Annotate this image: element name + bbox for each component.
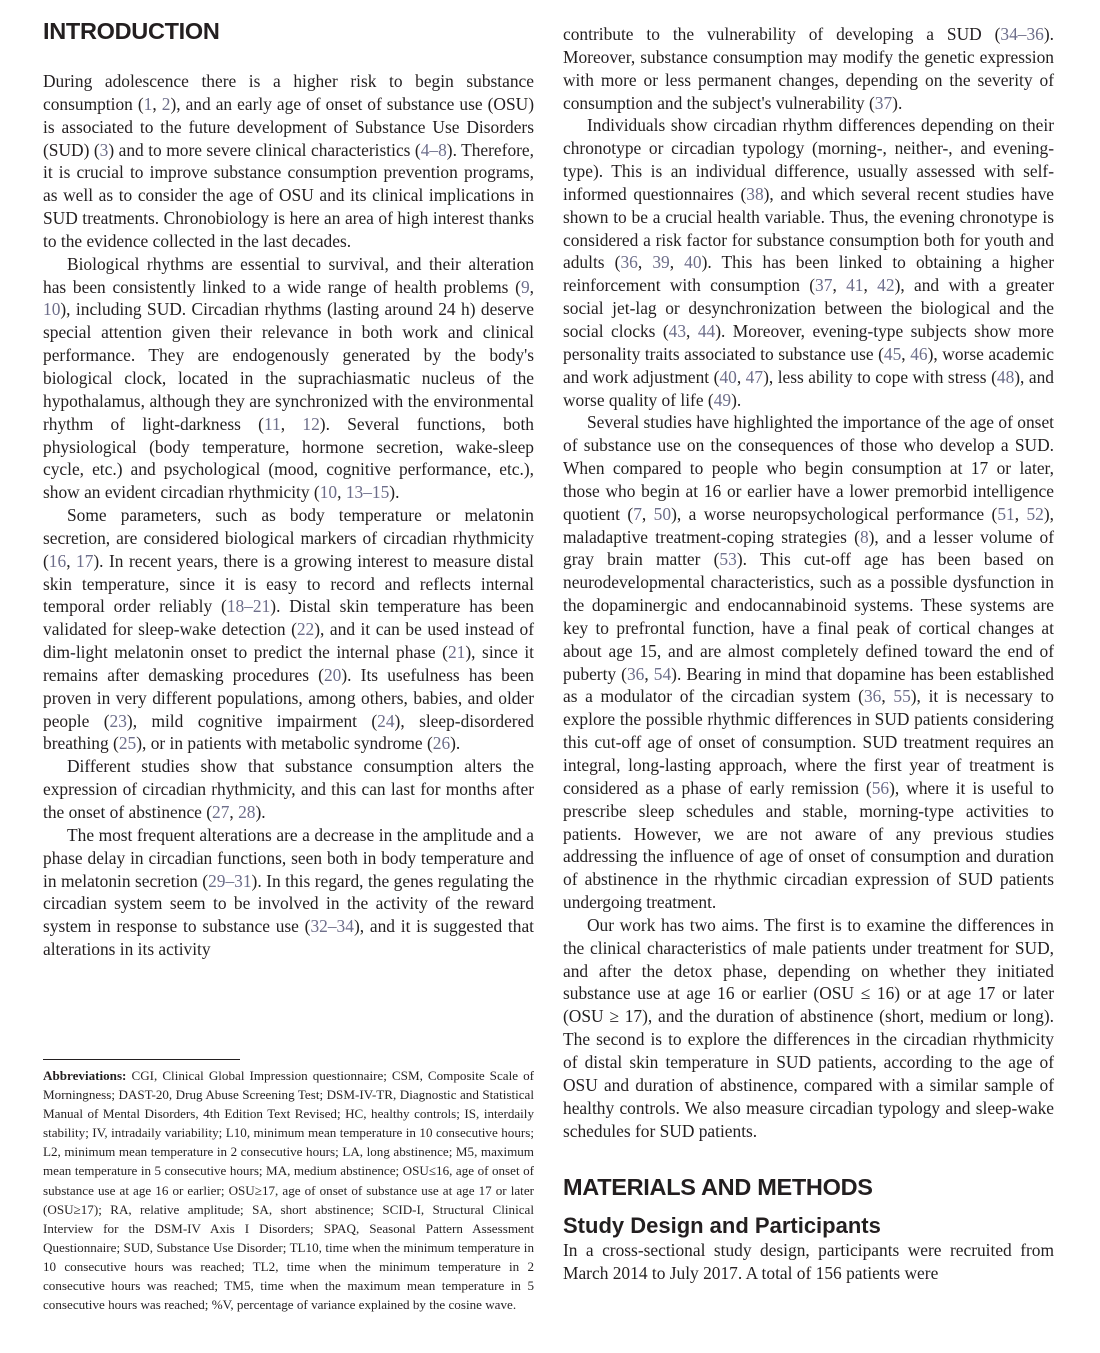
text-run: ), and an early age of onset of substance use (OSU) is associated to the future development of Substance Use Disorders (SUD) (	[43, 93, 534, 160]
citation-link[interactable]: 46	[910, 343, 928, 364]
citation-link[interactable]: 43	[668, 320, 687, 341]
text-run: Individuals show circadian rhythm differences depending on their chronotype or circadian typology (morning-, neither-, and evening-type). This is an individual difference, usually assessed with self-informed questionnaires (	[563, 115, 1054, 204]
citation-link[interactable]: 3	[99, 139, 109, 160]
citation-link[interactable]: 1	[143, 93, 153, 114]
citation-link[interactable]: 39	[652, 252, 670, 273]
text-run: ), mild cognitive impairment (	[126, 710, 378, 731]
text-run: ,	[152, 93, 162, 114]
text-run: ), or in patients with metabolic syndrome (	[136, 733, 433, 754]
citation-link[interactable]: 34–36	[1000, 24, 1044, 44]
paragraph	[43, 253, 534, 504]
text-run: ), where it is useful to prescribe sleep schedules and stable, morning-type activities to patients. However, we are not aware of any previous studies addressing the influence of age of onset of consumption and duration of abstinence in the rhythmic circadian expression of SUD patients undergoing treatment.	[563, 777, 1054, 913]
citation-link[interactable]: 7	[633, 503, 642, 524]
text-run: ).	[892, 92, 903, 113]
text-run: Our work has two aims. The first is to examine the differences in the clinical characteristics of male patients under treatment for SUD, and after the detox phase, depending on whether they initiated substance use at age 16 or earlier (OSU ≤ 16) or at age 17 or later (OSU ≥ 17), and the duration of abstinence (short, medium or long). The second is to explore the differences in the circadian rhythmicity of distal skin temperature in SUD patients, according to the age of OSU and duration of abstinence, compared with a similar sample of healthy controls. We also measure circadian typology and sleep-wake schedules for SUD patients.	[563, 914, 1054, 1141]
text-run: ,	[337, 482, 346, 503]
citation-link[interactable]: 27	[212, 802, 230, 822]
citation-link[interactable]: 56	[871, 777, 890, 798]
paragraph	[43, 755, 534, 824]
citation-link[interactable]: 13–15	[345, 482, 390, 503]
citation-link[interactable]: 8	[859, 526, 869, 547]
citation-link[interactable]: 48	[996, 366, 1015, 387]
right-column	[563, 23, 1054, 1285]
citation-link[interactable]: 51	[997, 503, 1015, 524]
text-run: ), and it is suggested that alterations in its activity	[43, 916, 534, 960]
text-run: ).	[389, 482, 400, 503]
text-run: ). In this regard, the genes regulating the circadian system seem to be involved in the activity of the reward system in response to substance use (	[43, 870, 534, 937]
citation-link[interactable]: 22	[296, 619, 315, 640]
subsection-heading-study-design: Study Design and Participants	[563, 1213, 881, 1239]
text-run: ), since it remains after demasking procedures (	[43, 642, 534, 685]
paragraph	[563, 114, 1054, 411]
text-run: contribute to the vulnerability of developing a SUD (	[563, 24, 1001, 44]
citation-link[interactable]: 12	[302, 413, 320, 434]
text-run: ,	[832, 275, 847, 296]
citation-link[interactable]: 40	[684, 252, 702, 273]
citation-link[interactable]: 2	[161, 93, 171, 114]
text-run: ). Several functions, both physiological (body temperature, hormone secretion, wake-sleep cycle, etc.) and psychological (mood, cognitive performance, etc.), show an evident circadian rhythmicity (	[43, 413, 534, 503]
text-run: Several studies have highlighted the importance of the age of onset of substance use on the consequences of those who develop a SUD. When compared to people who begin consumption at 17 or later, those who begin at 16 or earlier have a lower premorbid intelligence quotient (	[563, 412, 1054, 524]
text-run: ). Bearing in mind that dopamine has been established as a modulator of the circadian system (	[563, 663, 1054, 707]
citation-link[interactable]: 21	[447, 642, 466, 663]
citation-link[interactable]: 55	[893, 686, 911, 707]
text-run: ,	[736, 366, 746, 387]
citation-link[interactable]: 28	[238, 802, 256, 822]
text-run: ,	[863, 275, 878, 296]
citation-link[interactable]: 41	[846, 275, 864, 296]
text-run: ,	[669, 252, 685, 273]
text-run: ,	[881, 686, 894, 707]
paragraph	[43, 70, 534, 253]
citation-link[interactable]: 53	[719, 549, 737, 570]
citation-link[interactable]: 36	[863, 686, 882, 707]
text-run: ). Therefore, it is crucial to improve substance consumption prevention programs, as well as to consider the age of OSU and its clinical implications in SUD treatments. Chronobiology is here an area of high interest thanks to the evidence collected in the last decades.	[43, 139, 534, 251]
text-run: ). Its usefulness has been proven in very different populations, among others, babies, and older people (	[43, 664, 534, 731]
text-run: ), it is necessary to explore the possible rhythmic differences in SUD patients considering this cut-off age of onset of consumption. SUD treatment requires an integral, long-lasting approach, where the first year of treatment is considered as a phase of early remission (	[563, 686, 1054, 798]
citation-link[interactable]: 37	[874, 92, 893, 113]
text-run: ,	[1014, 503, 1027, 524]
footnote-divider	[43, 1059, 240, 1060]
citation-link[interactable]: 47	[745, 366, 764, 387]
paragraph	[563, 23, 1054, 114]
paragraph	[43, 504, 534, 755]
text-run: ), less ability to cope with stress (	[763, 366, 997, 387]
text-run: ,	[529, 276, 534, 297]
paragraph	[563, 914, 1054, 1142]
citation-link[interactable]: 11	[263, 413, 281, 434]
text-run: ). In recent years, there is a growing interest to measure distal skin temperature, since it is easy to record and reflects internal temporal order reliably (	[43, 550, 534, 617]
citation-link[interactable]: 23	[109, 710, 127, 731]
citation-link[interactable]: 29–31	[208, 870, 252, 891]
text-run: Some parameters, such as body temperature or melatonin secretion, are considered biological markers of circadian rhythmicity (	[43, 505, 534, 571]
text-run: ,	[901, 343, 911, 364]
citation-link[interactable]: 38	[746, 183, 764, 204]
text-run: Different studies show that substance consumption alters the expression of circadian rhythmicity, and this can last for months after the onset of abstinence (	[43, 756, 534, 822]
text-run: ,	[280, 413, 303, 434]
text-run: ). This has been linked to obtaining a higher reinforcement with consumption (	[563, 252, 1055, 296]
paragraph	[43, 824, 534, 961]
text-run: ), and with a greater social jet-lag or desynchronization between the biological and the social clocks (	[563, 275, 1054, 341]
text-run: ), and which several recent studies have shown to be a crucial health variable. Thus, the evening chronotype is considered a risk factor for substance consumption both for youth and adults (	[563, 183, 1054, 273]
text-run: ,	[637, 252, 653, 273]
citation-link[interactable]: 10	[319, 482, 338, 503]
text-run: ). Moreover, substance consumption may modify the genetic expression with more or less permanent changes, depending on the severity of consumption and the subject's vulnerability (	[563, 24, 1054, 113]
citation-link[interactable]: 20	[323, 664, 342, 685]
citation-link[interactable]: 45	[883, 343, 902, 364]
text-run: ) and to more severe clinical characteristics (	[108, 139, 421, 160]
text-run: During adolescence there is a higher risk to begin substance consumption (	[43, 71, 534, 114]
citation-link[interactable]: 49	[713, 389, 732, 410]
citation-link[interactable]: 36	[626, 663, 645, 684]
text-run: ), including SUD. Circadian rhythms (lasting around 24 h) deserve special attention given their relevance in both work and clinical performance. They are endogenously generated by the body's biological clock, located in the suprachiasmatic nucleus of the hypothalamus, although they are synchronized with the environmental rhythm of light-darkness (	[43, 299, 534, 434]
citation-link[interactable]: 52	[1026, 503, 1044, 524]
citation-link[interactable]: 54	[653, 663, 672, 684]
citation-link[interactable]: 16	[48, 550, 67, 571]
text-run: ).	[731, 389, 742, 410]
abbreviations-footnote	[43, 1066, 534, 1314]
left-column	[43, 0, 534, 961]
citation-link[interactable]: 10	[43, 299, 61, 320]
text-run: ). Moreover, evening-type subjects show more personality traits associated to substance use (	[563, 320, 1054, 364]
text-run: ), maladaptive treatment-coping strategies (	[563, 503, 1055, 547]
citation-link[interactable]: 26	[432, 733, 451, 754]
text-run: ,	[66, 550, 76, 571]
footnote-label: Abbreviations:	[43, 1068, 127, 1083]
citation-link[interactable]: 32–34	[310, 916, 354, 937]
text-run: ), a worse neuropsychological performance (	[671, 503, 998, 524]
text-run: Biological rhythms are essential to survival, and their alteration has been consistently linked to a wide range of health problems (	[43, 253, 534, 297]
citation-link[interactable]: 25	[118, 733, 137, 754]
text-run: ).	[450, 733, 461, 754]
text-run: ), and worse quality of life (	[563, 366, 1055, 410]
citation-link[interactable]: 36	[620, 252, 638, 273]
text-run: ), worse academic and work adjustment (	[563, 343, 1055, 387]
text-run: ,	[229, 802, 239, 822]
text-run: ). Distal skin temperature has been validated for sleep-wake detection (	[43, 596, 534, 640]
text-run: ). This cut-off age has been based on neurodevelopmental characteristics, such as a possible dysfunction in the dopaminergic and endocannabinoid systems. These systems are key to prefrontal function, have a final peak of cortical changes at about age 15, and are almost completely defined toward the end of puberty (	[563, 549, 1055, 684]
citation-link[interactable]: 42	[877, 275, 895, 296]
citation-link[interactable]: 9	[520, 276, 530, 297]
citation-link[interactable]: 18–21	[226, 596, 271, 617]
text-run: ,	[641, 503, 654, 524]
text-run: The most frequent alterations are a decrease in the amplitude and a phase delay in circadian functions, seen both in body temperature and in melatonin secretion (	[43, 824, 534, 891]
text-run: ), and it can be used instead of dim-light melatonin onset to predict the internal phase (	[43, 619, 534, 663]
section-heading-introduction: INTRODUCTION	[43, 18, 220, 44]
citation-link[interactable]: 17	[76, 550, 94, 571]
text-run: ), and a lesser volume of gray brain matter (	[563, 526, 1055, 570]
citation-link[interactable]: 50	[653, 503, 672, 524]
section-heading-materials-methods: MATERIALS AND METHODS	[563, 1174, 873, 1201]
text-run: ,	[686, 320, 698, 341]
text-run: ).	[255, 802, 266, 822]
footnote-text: CGI, Clinical Global Impression questionnaire; CSM, Composite Scale of Morningness; DAST-20, Drug Abuse Screening Test; DSM-IV-TR, Diagnostic and Statistical Manual of Mental Disorders, 4th Edition Text Revised; HC, healthy controls; IS, interdaily stability; IV, intradaily variability; L10, minimum mean temperature in 10 consecutive hours; L2, minimum mean temperature in 2 consecutive hours; LA, long abstinence; M5, maximum mean temperature in 5 consecutive hours; MA, medium abstinence; OSU≤16, age of onset of substance use at age 16 or earlier; OSU≥17, age of onset of substance use at age 17 or later (OSU≥17); RA, relative amplitude; SA, short abstinence; SCID-I, Structural Clinical Interview for the DSM-IV Axis I Disorders; SPAQ, Seasonal Pattern Assessment Questionnaire; SUD, Substance Use Disorder; TL10, time when the minimum temperature in 10 consecutive hours was reached; TL2, time when the minimum temperature in 2 consecutive hours was reached; TM5, time when the maximum mean temperature in 5 consecutive hours was reached; %V, percentage of variance explained by the cosine wave.	[43, 1068, 534, 1313]
paragraph: In a cross-sectional study design, participants were recruited from March 2014 to July 2017. A total of 156 patients were	[563, 1240, 1054, 1284]
citation-link[interactable]: 4–8	[420, 139, 447, 160]
text-run: ,	[644, 663, 654, 684]
citation-link[interactable]: 44	[697, 320, 716, 341]
text-run: ), sleep-disordered breathing (	[43, 710, 534, 754]
paragraph	[563, 411, 1054, 914]
citation-link[interactable]: 40	[719, 366, 737, 387]
citation-link[interactable]: 37	[815, 275, 833, 296]
citation-link[interactable]: 24	[377, 710, 395, 731]
